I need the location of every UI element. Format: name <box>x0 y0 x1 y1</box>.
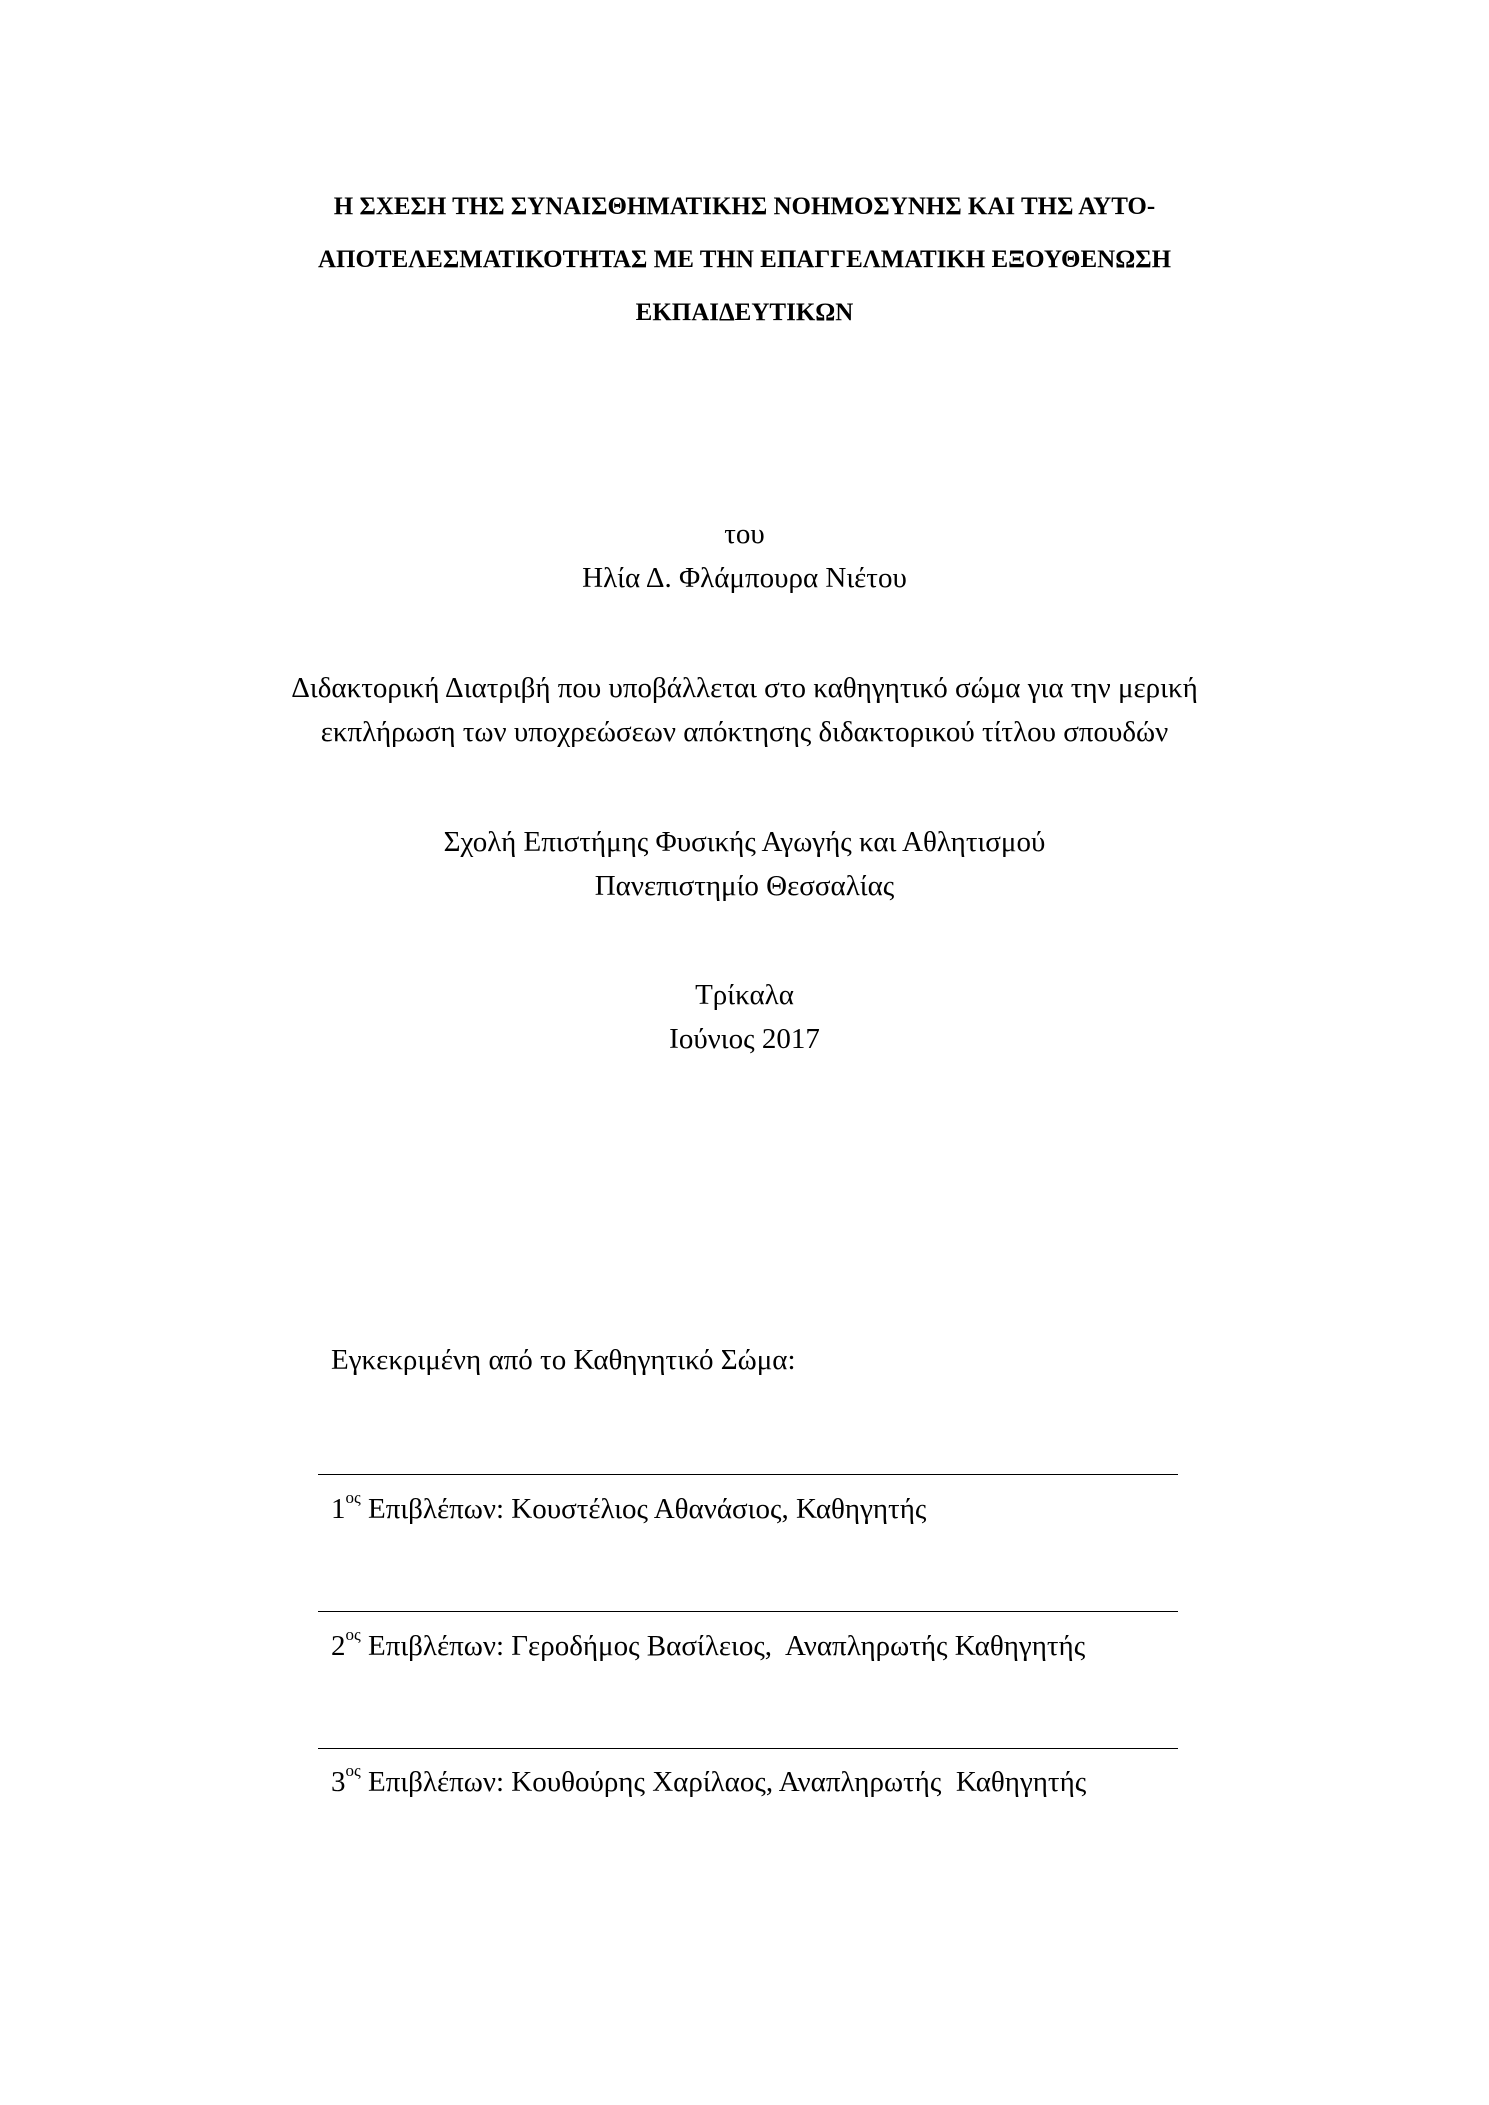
supervisor-ordinal: ος <box>345 1761 361 1781</box>
supervisor-3 <box>331 1762 1086 1802</box>
approval-label: Εγκεκριμένη από το Καθηγητικό Σώμα: <box>331 1344 796 1376</box>
supervisor-ordinal: ος <box>345 1488 361 1508</box>
university-name: Πανεπιστημίο Θεσσαλίας <box>594 870 895 902</box>
thesis-statement-line: εκπλήρωση των υποχρεώσεων απόκτησης διδακτορικού τίτλου σπουδών <box>320 716 1169 748</box>
supervisor-ordinal: ος <box>345 1625 361 1645</box>
signature-line <box>318 1474 1178 1475</box>
author-by-label: του <box>724 518 765 550</box>
thesis-statement-line: Διδακτορική Διατριβή που υποβάλλεται στο καθηγητικό σώμα για την μερική <box>291 672 1198 704</box>
thesis-title-line: ΕΚΠΑΙΔΕΥΤΙΚΩΝ <box>635 299 854 326</box>
author-name: Ηλία Δ. Φλάμπουρα Νιέτου <box>582 562 907 594</box>
author-block <box>0 512 1489 600</box>
thesis-title <box>0 180 1489 339</box>
supervisor-2 <box>331 1626 1085 1666</box>
city: Τρίκαλα <box>695 979 794 1011</box>
supervisor-number: 3 <box>331 1766 346 1798</box>
thesis-title-line: ΑΠΟΤΕΛΕΣΜΑΤΙΚΟΤΗΤΑΣ ΜΕ ΤΗΝ ΕΠΑΓΓΕΛΜΑΤΙΚΗ ΕΞΟΥΘΕΝΩΣΗ <box>317 246 1172 273</box>
thesis-title-line: Η ΣΧΕΣΗ ΤΗΣ ΣΥΝΑΙΣΘΗΜΑΤΙΚΗΣ ΝΟΗΜΟΣΥΝΗΣ ΚΑΙ ΤΗΣ ΑΥΤΟ- <box>333 193 1156 220</box>
supervisor-number: 1 <box>331 1493 346 1525</box>
school-name: Σχολή Επιστήμης Φυσικής Αγωγής και Αθλητισμού <box>443 826 1046 858</box>
signature-line <box>318 1611 1178 1612</box>
institution-block <box>0 820 1489 908</box>
supervisor-1 <box>331 1489 926 1529</box>
signature-line <box>318 1748 1178 1749</box>
supervisor-number: 2 <box>331 1630 346 1662</box>
place-date-block <box>0 973 1489 1061</box>
date: Ιούνιος 2017 <box>669 1023 820 1055</box>
thesis-statement <box>0 666 1489 754</box>
supervisor-text: Επιβλέπων: Κουθούρης Χαρίλαος, Αναπληρωτής Καθηγητής <box>360 1766 1087 1798</box>
supervisor-text: Επιβλέπων: Γεροδήμος Βασίλειος, Αναπληρωτής Καθηγητής <box>360 1630 1086 1662</box>
supervisor-text: Επιβλέπων: Κουστέλιος Αθανάσιος, Καθηγητής <box>360 1493 927 1525</box>
